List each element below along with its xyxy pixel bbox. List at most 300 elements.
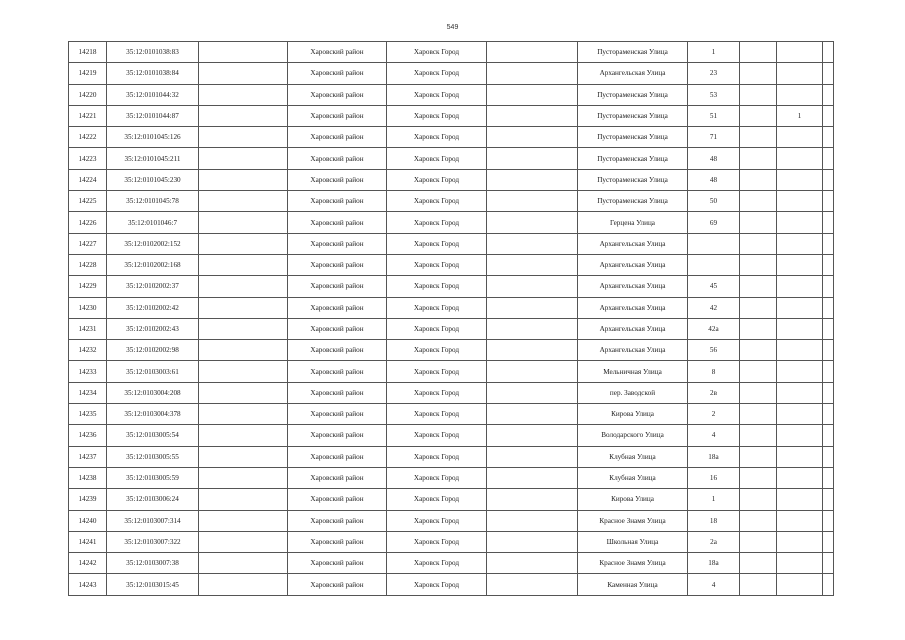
street-name: Клубная Улица (578, 446, 688, 467)
district-name: Харовский район (288, 297, 387, 318)
extra-cell (740, 467, 777, 488)
extra-cell (823, 127, 834, 148)
city-name: Харовск Город (387, 340, 487, 361)
city-name: Харовск Город (387, 553, 487, 574)
cadastral-number: 35:12:0101038:83 (107, 42, 199, 63)
extra-cell (740, 382, 777, 403)
empty-cell (487, 404, 578, 425)
extra-cell (823, 148, 834, 169)
empty-cell (487, 489, 578, 510)
street-name: Школьная Улица (578, 531, 688, 552)
district-name: Харовский район (288, 489, 387, 510)
extra-cell (777, 467, 823, 488)
district-name: Харовский район (288, 276, 387, 297)
cadastral-number: 35:12:0101045:78 (107, 191, 199, 212)
street-name: Пустораменская Улица (578, 169, 688, 190)
row-number: 14238 (69, 467, 107, 488)
empty-cell (199, 446, 288, 467)
house-number: 48 (688, 148, 740, 169)
row-number: 14241 (69, 531, 107, 552)
cadastral-number: 35:12:0102002:98 (107, 340, 199, 361)
extra-cell (740, 489, 777, 510)
house-number: 71 (688, 127, 740, 148)
empty-cell (199, 467, 288, 488)
extra-cell (740, 425, 777, 446)
table-row (69, 425, 834, 446)
extra-cell (740, 63, 777, 84)
district-name: Харовский район (288, 404, 387, 425)
cadastral-number: 35:12:0101045:211 (107, 148, 199, 169)
table-row (69, 105, 834, 126)
table-row (69, 233, 834, 254)
extra-cell (777, 84, 823, 105)
district-name: Харовский район (288, 574, 387, 595)
house-number: 1 (688, 42, 740, 63)
house-number: 42а (688, 318, 740, 339)
empty-cell (487, 276, 578, 297)
cadastral-number: 35:12:0103004:378 (107, 404, 199, 425)
cadastral-number: 35:12:0101044:87 (107, 105, 199, 126)
empty-cell (487, 425, 578, 446)
street-name: Красное Знамя Улица (578, 553, 688, 574)
district-name: Харовский район (288, 318, 387, 339)
extra-cell (823, 63, 834, 84)
city-name: Харовск Город (387, 42, 487, 63)
cadastral-number: 35:12:0103007:314 (107, 510, 199, 531)
extra-cell (823, 169, 834, 190)
street-name: Архангельская Улица (578, 340, 688, 361)
district-name: Харовский район (288, 254, 387, 275)
empty-cell (199, 42, 288, 63)
street-name: Пустораменская Улица (578, 105, 688, 126)
empty-cell (199, 169, 288, 190)
district-name: Харовский район (288, 84, 387, 105)
extra-cell (823, 105, 834, 126)
empty-cell (199, 127, 288, 148)
extra-cell (777, 276, 823, 297)
house-number: 16 (688, 467, 740, 488)
table-row (69, 446, 834, 467)
district-name: Харовский район (288, 531, 387, 552)
extra-cell (740, 191, 777, 212)
empty-cell (487, 233, 578, 254)
city-name: Харовск Город (387, 318, 487, 339)
city-name: Харовск Город (387, 233, 487, 254)
empty-cell (199, 425, 288, 446)
row-number: 14234 (69, 382, 107, 403)
extra-cell (777, 318, 823, 339)
row-number: 14240 (69, 510, 107, 531)
row-number: 14243 (69, 574, 107, 595)
city-name: Харовск Город (387, 361, 487, 382)
empty-cell (199, 574, 288, 595)
cadastral-number: 35:12:0103003:61 (107, 361, 199, 382)
house-number: 50 (688, 191, 740, 212)
table-row (69, 574, 834, 595)
district-name: Харовский район (288, 340, 387, 361)
table-row (69, 191, 834, 212)
row-number: 14235 (69, 404, 107, 425)
extra-cell (823, 233, 834, 254)
extra-cell (823, 212, 834, 233)
district-name: Харовский район (288, 191, 387, 212)
street-name: Мельничная Улица (578, 361, 688, 382)
empty-cell (199, 531, 288, 552)
extra-cell (740, 404, 777, 425)
empty-cell (199, 84, 288, 105)
city-name: Харовск Город (387, 276, 487, 297)
extra-cell (777, 574, 823, 595)
district-name: Харовский район (288, 233, 387, 254)
street-name: Пустораменская Улица (578, 42, 688, 63)
cadastral-number: 35:12:0101046:7 (107, 212, 199, 233)
city-name: Харовск Город (387, 148, 487, 169)
empty-cell (199, 340, 288, 361)
city-name: Харовск Город (387, 404, 487, 425)
street-name: Архангельская Улица (578, 318, 688, 339)
house-number (688, 233, 740, 254)
house-number: 23 (688, 63, 740, 84)
empty-cell (487, 297, 578, 318)
street-name: пер. Заводской (578, 382, 688, 403)
extra-cell (740, 212, 777, 233)
empty-cell (487, 553, 578, 574)
street-name: Володарского Улица (578, 425, 688, 446)
empty-cell (199, 105, 288, 126)
cadastral-number: 35:12:0101045:230 (107, 169, 199, 190)
extra-cell (740, 169, 777, 190)
district-name: Харовский район (288, 425, 387, 446)
extra-cell (740, 84, 777, 105)
table-row (69, 531, 834, 552)
house-number: 18а (688, 553, 740, 574)
extra-cell (777, 531, 823, 552)
house-number: 51 (688, 105, 740, 126)
house-number: 18а (688, 446, 740, 467)
house-number: 69 (688, 212, 740, 233)
extra-cell (740, 446, 777, 467)
extra-cell: 1 (777, 105, 823, 126)
city-name: Харовск Город (387, 212, 487, 233)
extra-cell (823, 276, 834, 297)
cadastral-number: 35:12:0103005:54 (107, 425, 199, 446)
extra-cell (777, 340, 823, 361)
extra-cell (740, 574, 777, 595)
registry-table (68, 41, 834, 596)
empty-cell (199, 276, 288, 297)
extra-cell (777, 489, 823, 510)
city-name: Харовск Город (387, 446, 487, 467)
cadastral-number: 35:12:0103005:55 (107, 446, 199, 467)
extra-cell (777, 148, 823, 169)
street-name: Каменная Улица (578, 574, 688, 595)
city-name: Харовск Город (387, 382, 487, 403)
city-name: Харовск Город (387, 105, 487, 126)
extra-cell (777, 425, 823, 446)
table-row (69, 42, 834, 63)
extra-cell (823, 510, 834, 531)
empty-cell (199, 489, 288, 510)
street-name: Пустораменская Улица (578, 84, 688, 105)
row-number: 14222 (69, 127, 107, 148)
table-row (69, 148, 834, 169)
empty-cell (487, 212, 578, 233)
empty-cell (199, 191, 288, 212)
city-name: Харовск Город (387, 127, 487, 148)
district-name: Харовский район (288, 63, 387, 84)
extra-cell (823, 84, 834, 105)
extra-cell (740, 276, 777, 297)
extra-cell (823, 574, 834, 595)
empty-cell (487, 318, 578, 339)
empty-cell (487, 574, 578, 595)
extra-cell (823, 340, 834, 361)
extra-cell (777, 297, 823, 318)
street-name: Пустораменская Улица (578, 191, 688, 212)
empty-cell (487, 127, 578, 148)
extra-cell (823, 553, 834, 574)
extra-cell (823, 446, 834, 467)
house-number: 18 (688, 510, 740, 531)
extra-cell (740, 297, 777, 318)
table-row (69, 489, 834, 510)
extra-cell (740, 340, 777, 361)
table-body (69, 42, 834, 596)
extra-cell (740, 318, 777, 339)
empty-cell (199, 63, 288, 84)
table-row (69, 510, 834, 531)
cadastral-number: 35:12:0103007:38 (107, 553, 199, 574)
house-number: 2в (688, 382, 740, 403)
extra-cell (740, 127, 777, 148)
district-name: Харовский район (288, 510, 387, 531)
extra-cell (740, 105, 777, 126)
row-number: 14229 (69, 276, 107, 297)
city-name: Харовск Город (387, 489, 487, 510)
row-number: 14219 (69, 63, 107, 84)
extra-cell (777, 553, 823, 574)
extra-cell (777, 510, 823, 531)
street-name: Архангельская Улица (578, 276, 688, 297)
city-name: Харовск Город (387, 63, 487, 84)
row-number: 14232 (69, 340, 107, 361)
row-number: 14242 (69, 553, 107, 574)
table-row (69, 340, 834, 361)
street-name: Красное Знамя Улица (578, 510, 688, 531)
table-row (69, 212, 834, 233)
empty-cell (487, 446, 578, 467)
house-number: 4 (688, 425, 740, 446)
table-row (69, 404, 834, 425)
cadastral-number: 35:12:0102002:43 (107, 318, 199, 339)
house-number: 2 (688, 404, 740, 425)
empty-cell (199, 254, 288, 275)
extra-cell (777, 191, 823, 212)
city-name: Харовск Город (387, 425, 487, 446)
cadastral-number: 35:12:0102002:168 (107, 254, 199, 275)
cadastral-number: 35:12:0101038:84 (107, 63, 199, 84)
table-row (69, 276, 834, 297)
extra-cell (740, 510, 777, 531)
empty-cell (487, 42, 578, 63)
cadastral-number: 35:12:0102002:37 (107, 276, 199, 297)
city-name: Харовск Город (387, 510, 487, 531)
street-name: Архангельская Улица (578, 297, 688, 318)
row-number: 14236 (69, 425, 107, 446)
district-name: Харовский район (288, 446, 387, 467)
empty-cell (199, 404, 288, 425)
row-number: 14237 (69, 446, 107, 467)
extra-cell (740, 553, 777, 574)
empty-cell (487, 148, 578, 169)
extra-cell (823, 467, 834, 488)
extra-cell (777, 446, 823, 467)
extra-cell (740, 148, 777, 169)
extra-cell (823, 531, 834, 552)
extra-cell (740, 42, 777, 63)
extra-cell (823, 489, 834, 510)
district-name: Харовский район (288, 169, 387, 190)
street-name: Герцена Улица (578, 212, 688, 233)
district-name: Харовский район (288, 361, 387, 382)
house-number: 48 (688, 169, 740, 190)
street-name: Архангельская Улица (578, 63, 688, 84)
row-number: 14230 (69, 297, 107, 318)
empty-cell (199, 318, 288, 339)
cadastral-number: 35:12:0102002:152 (107, 233, 199, 254)
extra-cell (823, 404, 834, 425)
cadastral-number: 35:12:0103007:322 (107, 531, 199, 552)
extra-cell (777, 63, 823, 84)
row-number: 14225 (69, 191, 107, 212)
empty-cell (199, 148, 288, 169)
empty-cell (487, 361, 578, 382)
city-name: Харовск Город (387, 574, 487, 595)
empty-cell (487, 105, 578, 126)
row-number: 14226 (69, 212, 107, 233)
cadastral-number: 35:12:0103006:24 (107, 489, 199, 510)
extra-cell (740, 531, 777, 552)
row-number: 14223 (69, 148, 107, 169)
empty-cell (199, 297, 288, 318)
table-row (69, 382, 834, 403)
district-name: Харовский район (288, 467, 387, 488)
table-row (69, 63, 834, 84)
extra-cell (823, 382, 834, 403)
extra-cell (740, 361, 777, 382)
cadastral-number: 35:12:0103005:59 (107, 467, 199, 488)
street-name: Архангельская Улица (578, 254, 688, 275)
row-number: 14231 (69, 318, 107, 339)
empty-cell (199, 233, 288, 254)
district-name: Харовский район (288, 382, 387, 403)
empty-cell (487, 254, 578, 275)
extra-cell (823, 361, 834, 382)
district-name: Харовский район (288, 553, 387, 574)
extra-cell (777, 361, 823, 382)
row-number: 14221 (69, 105, 107, 126)
empty-cell (487, 531, 578, 552)
table-row (69, 84, 834, 105)
extra-cell (777, 212, 823, 233)
city-name: Харовск Город (387, 254, 487, 275)
extra-cell (823, 191, 834, 212)
house-number: 53 (688, 84, 740, 105)
house-number: 8 (688, 361, 740, 382)
district-name: Харовский район (288, 127, 387, 148)
district-name: Харовский район (288, 42, 387, 63)
extra-cell (777, 254, 823, 275)
district-name: Харовский район (288, 148, 387, 169)
table-row (69, 318, 834, 339)
extra-cell (777, 233, 823, 254)
table-row (69, 361, 834, 382)
empty-cell (199, 382, 288, 403)
page-number: 549 (446, 24, 459, 31)
extra-cell (823, 254, 834, 275)
table-row (69, 169, 834, 190)
extra-cell (777, 169, 823, 190)
house-number (688, 254, 740, 275)
empty-cell (487, 84, 578, 105)
extra-cell (740, 254, 777, 275)
row-number: 14233 (69, 361, 107, 382)
extra-cell (777, 42, 823, 63)
cadastral-number: 35:12:0102002:42 (107, 297, 199, 318)
row-number: 14218 (69, 42, 107, 63)
empty-cell (199, 212, 288, 233)
house-number: 56 (688, 340, 740, 361)
extra-cell (823, 318, 834, 339)
house-number: 45 (688, 276, 740, 297)
street-name: Кирова Улица (578, 404, 688, 425)
row-number: 14220 (69, 84, 107, 105)
cadastral-number: 35:12:0101044:32 (107, 84, 199, 105)
district-name: Харовский район (288, 105, 387, 126)
city-name: Харовск Город (387, 191, 487, 212)
street-name: Кирова Улица (578, 489, 688, 510)
empty-cell (199, 361, 288, 382)
house-number: 4 (688, 574, 740, 595)
cadastral-number: 35:12:0103015:45 (107, 574, 199, 595)
extra-cell (740, 233, 777, 254)
city-name: Харовск Город (387, 169, 487, 190)
row-number: 14228 (69, 254, 107, 275)
empty-cell (199, 510, 288, 531)
extra-cell (823, 42, 834, 63)
extra-cell (777, 127, 823, 148)
empty-cell (487, 510, 578, 531)
table-row (69, 553, 834, 574)
table-row (69, 467, 834, 488)
table-row (69, 254, 834, 275)
empty-cell (487, 191, 578, 212)
extra-cell (823, 297, 834, 318)
row-number: 14224 (69, 169, 107, 190)
table-row (69, 127, 834, 148)
city-name: Харовск Город (387, 84, 487, 105)
street-name: Архангельская Улица (578, 233, 688, 254)
empty-cell (487, 340, 578, 361)
cadastral-number: 35:12:0101045:126 (107, 127, 199, 148)
house-number: 2а (688, 531, 740, 552)
street-name: Клубная Улица (578, 467, 688, 488)
row-number: 14227 (69, 233, 107, 254)
street-name: Пустораменская Улица (578, 148, 688, 169)
house-number: 42 (688, 297, 740, 318)
house-number: 1 (688, 489, 740, 510)
empty-cell (199, 553, 288, 574)
